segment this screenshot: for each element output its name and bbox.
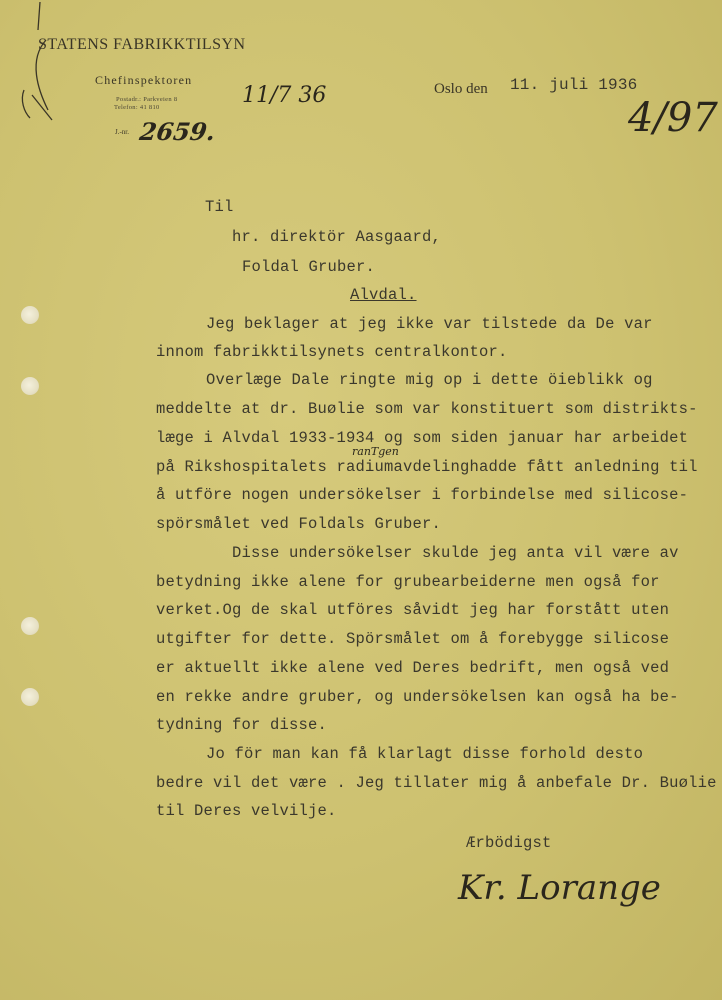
body-line: Jo för man kan få klarlagt disse forhold desto [206,745,644,763]
body-line: Disse undersökelser skulde jeg anta vil være av [232,544,679,562]
organization-name: STATENS FABRIKKTILSYN [38,36,246,53]
body-line: verket.Og de skal utföres såvidt jeg har forstått uten [156,601,670,619]
journal-label: J.-nr. [115,128,129,136]
punch-hole [21,617,39,635]
body-line: Overlæge Dale ringte mig op i dette öieblikk og [206,371,653,389]
recipient-town: Alvdal. [350,286,417,304]
closing: Ærbödigst [466,834,552,852]
body-line: på Rikshospitalets radiumavdelinghadde fått anledning til [156,458,698,476]
body-line: en rekke andre gruber, og undersökelsen kan også ha be- [156,688,679,706]
postal-address: Postadr.: Parkveien 8 [116,96,178,103]
recipient-to: Til [205,198,234,216]
signature: Kr. Lorange [458,868,661,908]
body-line: Jeg beklager at jeg ikke var tilstede da De var [206,315,653,333]
body-line: er aktuellt ikke alene ved Deres bedrift, men også ved [156,659,670,677]
received-date-handwritten: 11/7 36 [242,83,327,108]
body-line: spörsmålet ved Foldals Gruber. [156,515,442,533]
body-line: å utföre nogen undersökelser i forbindelse med silicose- [156,486,689,504]
punch-hole [21,688,39,706]
body-line: til Deres velvilje. [156,802,337,820]
punch-hole [21,377,39,395]
handwritten-correction: ranTgen [352,445,399,458]
phone-number: Telefon: 41 810 [114,104,160,111]
journal-number: 2659. [137,117,218,146]
body-line: tydning for disse. [156,716,328,734]
margin-note-handwritten: 4/97 [628,95,718,141]
dateline-place: Oslo den [434,81,488,97]
recipient-name: hr. direktör Aasgaard, [232,228,442,246]
body-line: meddelte at dr. Buølie som var konstituert som distrikts- [156,400,698,418]
dateline-date: 11. juli 1936 [510,76,638,94]
body-line: utgifter for dette. Spörsmålet om å forebygge silicose [156,630,670,648]
body-line: innom fabrikktilsynets centralkontor. [156,343,508,361]
department-name: Chefinspektoren [95,73,193,87]
margin-scribble-icon [18,0,58,130]
punch-hole [21,306,39,324]
body-line: læge i Alvdal 1933-1934 og som siden januar har arbeidet [156,429,689,447]
body-line: betydning ikke alene for grubearbeiderne men også for [156,573,660,591]
body-line: bedre vil det være . Jeg tillater mig å anbefale Dr. Buølie [156,774,717,792]
recipient-company: Foldal Gruber. [242,258,376,276]
